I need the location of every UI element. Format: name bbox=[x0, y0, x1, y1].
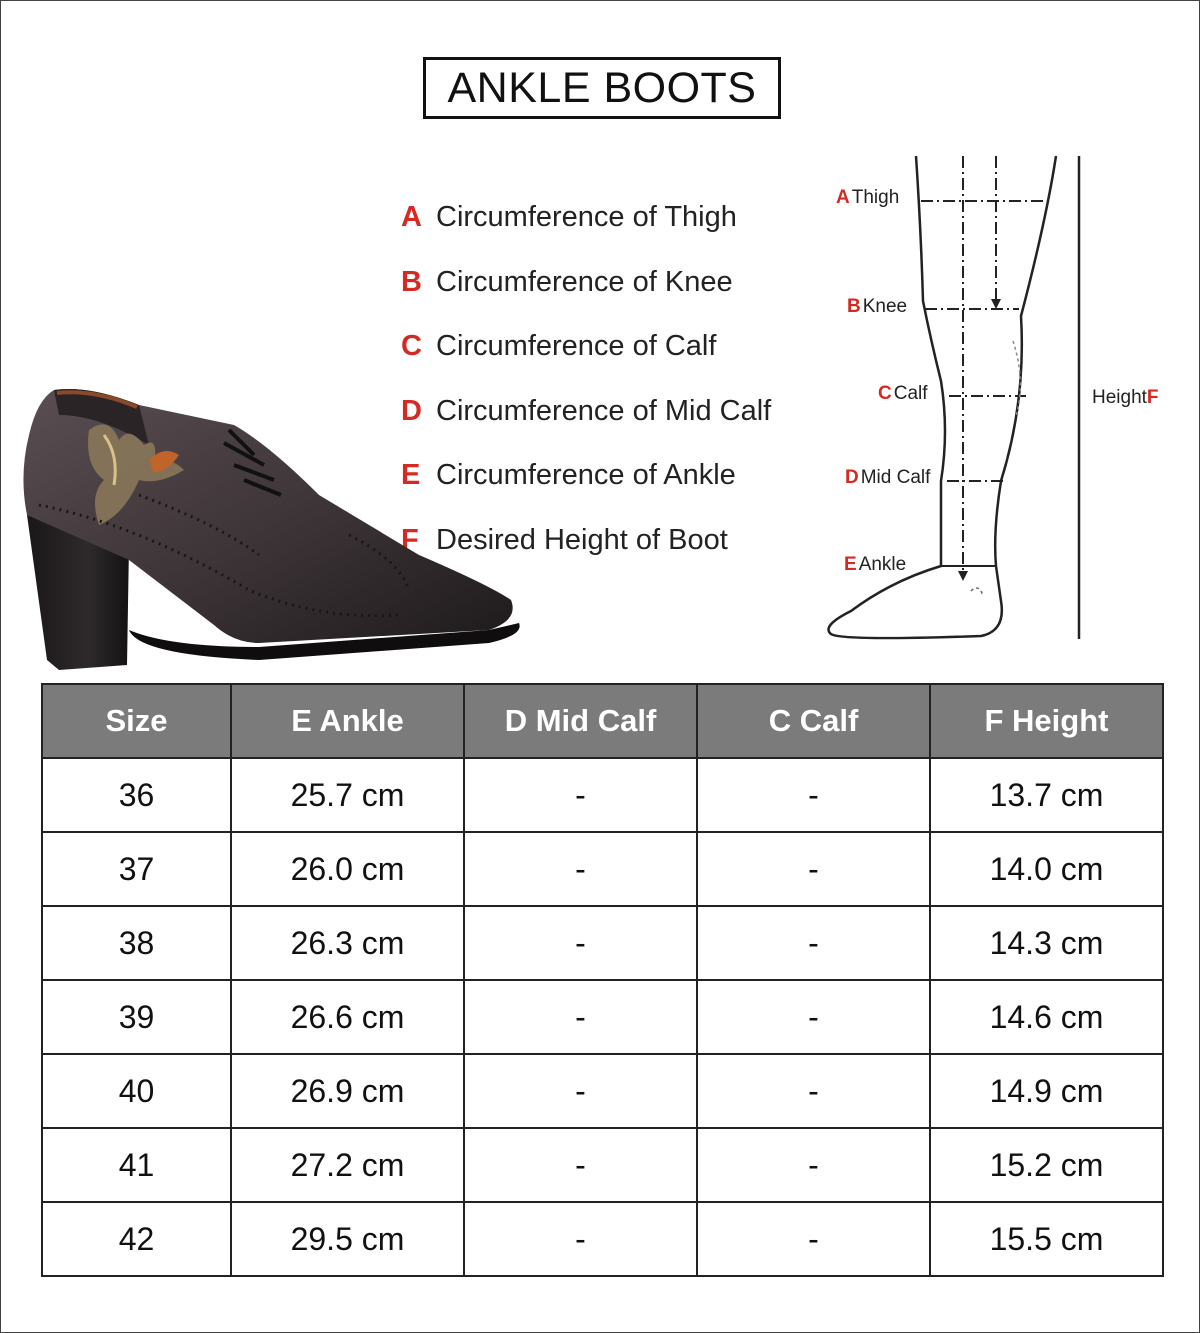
table-row bbox=[42, 906, 1163, 980]
table-header-row bbox=[42, 684, 1163, 758]
cell-ankle: 26.0 cm bbox=[231, 832, 464, 906]
diagram-letter: A bbox=[836, 187, 850, 208]
diagram-label-height bbox=[1092, 387, 1161, 409]
diagram-text: Height bbox=[1092, 387, 1147, 408]
table-body bbox=[42, 758, 1163, 1276]
cell-mid-calf: - bbox=[464, 1202, 697, 1276]
legend-text: Desired Height of Boot bbox=[436, 523, 728, 556]
column-header-calf: C Calf bbox=[697, 684, 930, 758]
table-header bbox=[42, 684, 1163, 758]
cell-calf: - bbox=[697, 758, 930, 832]
cell-mid-calf: - bbox=[464, 1128, 697, 1202]
cell-calf: - bbox=[697, 832, 930, 906]
legend-text: Circumference of Calf bbox=[436, 330, 717, 362]
diagram-text: Mid Calf bbox=[860, 467, 931, 488]
diagram-letter: C bbox=[878, 383, 892, 404]
cell-calf: - bbox=[697, 906, 930, 980]
cell-mid-calf: - bbox=[464, 906, 697, 980]
table-row bbox=[42, 758, 1163, 832]
cell-size: 39 bbox=[42, 980, 231, 1054]
cell-mid-calf: - bbox=[464, 832, 697, 906]
cell-ankle: 26.9 cm bbox=[231, 1054, 464, 1128]
diagram-text: Thigh bbox=[851, 187, 900, 208]
cell-ankle: 26.3 cm bbox=[231, 906, 464, 980]
diagram-letter: E bbox=[844, 554, 857, 575]
legend-letter: B bbox=[401, 265, 422, 298]
diagram-letter: D bbox=[845, 467, 859, 488]
table-row bbox=[42, 832, 1163, 906]
cell-size: 40 bbox=[42, 1054, 231, 1128]
legend-letter: D bbox=[401, 394, 422, 427]
diagram-text: Ankle bbox=[858, 554, 907, 575]
cell-ankle: 25.7 cm bbox=[231, 758, 464, 832]
cell-size: 42 bbox=[42, 1202, 231, 1276]
table-row bbox=[42, 980, 1163, 1054]
diagram-label-knee bbox=[847, 296, 907, 318]
legend-item-thigh bbox=[401, 201, 771, 266]
table-row bbox=[42, 1054, 1163, 1128]
legend-text: Circumference of Mid Calf bbox=[436, 394, 772, 427]
legend-letter: C bbox=[401, 330, 422, 362]
table-row bbox=[42, 1128, 1163, 1202]
leg-measurement-diagram bbox=[821, 151, 1181, 651]
diagram-text: Knee bbox=[862, 296, 908, 317]
cell-size: 36 bbox=[42, 758, 231, 832]
cell-calf: - bbox=[697, 980, 930, 1054]
cell-height: 14.0 cm bbox=[930, 832, 1163, 906]
column-header-mid-calf: D Mid Calf bbox=[464, 684, 697, 758]
legend-letter: E bbox=[401, 459, 421, 491]
cell-calf: - bbox=[697, 1054, 930, 1128]
cell-mid-calf: - bbox=[464, 980, 697, 1054]
cell-height: 15.5 cm bbox=[930, 1202, 1163, 1276]
legend-text: Circumference of Knee bbox=[436, 265, 733, 298]
cell-calf: - bbox=[697, 1128, 930, 1202]
cell-mid-calf: - bbox=[464, 758, 697, 832]
cell-ankle: 29.5 cm bbox=[231, 1202, 464, 1276]
diagram-letter: F bbox=[1146, 387, 1159, 408]
diagram-label-calf bbox=[878, 383, 928, 405]
diagram-label-mid-calf bbox=[845, 467, 930, 489]
cell-height: 13.7 cm bbox=[930, 758, 1163, 832]
diagram-text: Calf bbox=[893, 383, 928, 404]
cell-height: 14.9 cm bbox=[930, 1054, 1163, 1128]
cell-ankle: 26.6 cm bbox=[231, 980, 464, 1054]
ankle-boot-photo bbox=[19, 385, 529, 685]
page-title: ANKLE BOOTS bbox=[423, 57, 781, 119]
legend-text: Circumference of Thigh bbox=[436, 201, 737, 233]
column-header-size: Size bbox=[42, 684, 231, 758]
column-header-ankle: E Ankle bbox=[231, 684, 464, 758]
legend-item-knee bbox=[401, 266, 771, 331]
size-table bbox=[41, 683, 1164, 1277]
cell-size: 37 bbox=[42, 832, 231, 906]
diagram-letter: B bbox=[847, 296, 861, 317]
legend-letter: A bbox=[401, 201, 422, 233]
cell-mid-calf: - bbox=[464, 1054, 697, 1128]
cell-size: 38 bbox=[42, 906, 231, 980]
legend-text: Circumference of Ankle bbox=[436, 459, 736, 491]
cell-size: 41 bbox=[42, 1128, 231, 1202]
cell-height: 14.3 cm bbox=[930, 906, 1163, 980]
diagram-label-thigh bbox=[836, 187, 899, 209]
cell-calf: - bbox=[697, 1202, 930, 1276]
table-row bbox=[42, 1202, 1163, 1276]
diagram-label-ankle bbox=[844, 554, 906, 576]
cell-height: 14.6 cm bbox=[930, 980, 1163, 1054]
cell-height: 15.2 cm bbox=[930, 1128, 1163, 1202]
legend-letter: F bbox=[401, 523, 419, 556]
cell-ankle: 27.2 cm bbox=[231, 1128, 464, 1202]
column-header-height: F Height bbox=[930, 684, 1163, 758]
